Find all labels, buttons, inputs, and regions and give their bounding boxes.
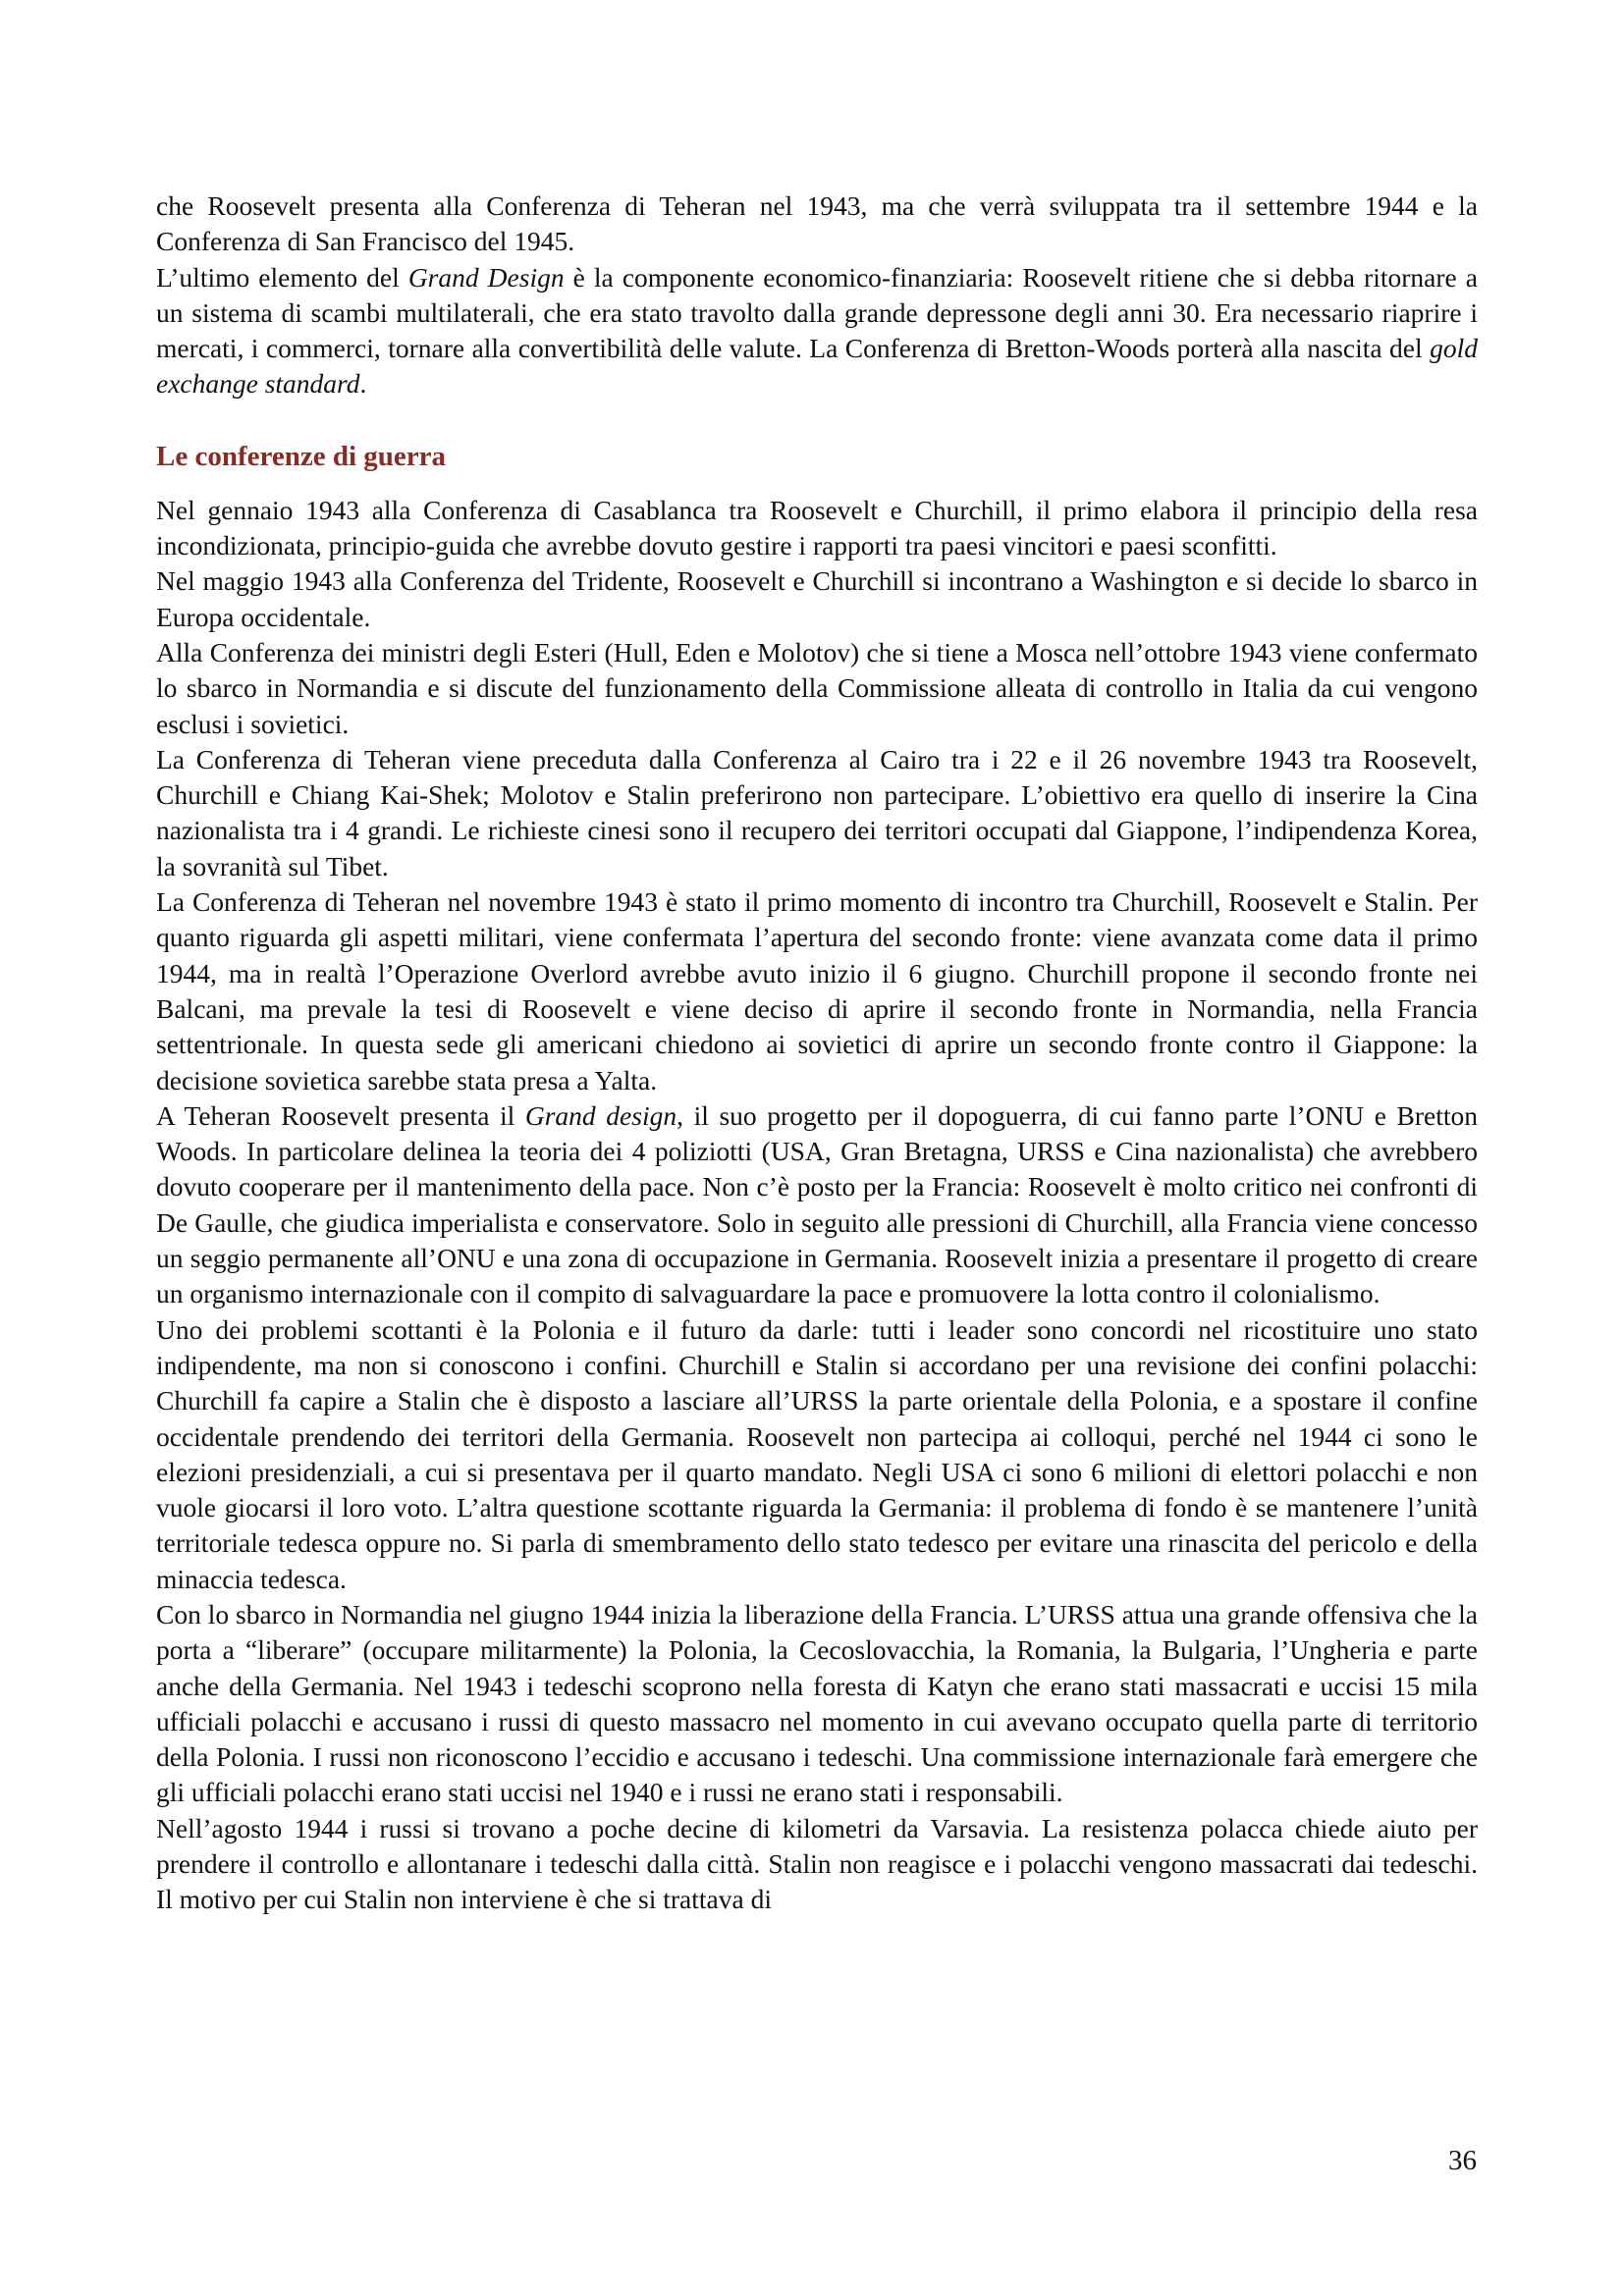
section-paragraph-6 bbox=[156, 1098, 1478, 1312]
section-heading: Le conferenze di guerra bbox=[156, 440, 447, 472]
section-paragraph-9: Nell’agosto 1944 i russi si trovano a poche decine di kilometri da Varsavia. La resistenza polacca chiede aiuto per prendere il controllo e allontanare i tedeschi dalla città. Stalin non reagisce e i polacchi vengono massacrati dai tedeschi. Il motivo per cui Stalin non interviene è che si trattava di bbox=[156, 1812, 1478, 1915]
gold-exchange-standard-term: gold exchange standard bbox=[156, 333, 1478, 400]
intro-paragraph-2 bbox=[156, 260, 1478, 402]
intro-paragraph-1: che Roosevelt presenta alla Conferenza di Teheran nel 1943, ma che verrà sviluppata tra il settembre 1944 e la Conferenza di San Francisco del 1945. bbox=[156, 190, 1478, 257]
intro-paragraph-2-end: . bbox=[359, 368, 367, 400]
section-paragraph-7: Uno dei problemi scottanti è la Polonia e il futuro da darle: tutti i leader sono concordi nel ricostituire uno stato indipendente, ma non si conoscono i confini. Churchill e Stalin si accordano per una revisione dei confini polacchi: Churchill fa capire a Stalin che è disposto a lasciare all’URSS la parte orientale della Polonia, e a spostare il confine occidentale prendendo dei territori della Germania. Roosevelt non partecipa ai colloqui, perché nel 1944 ci sono le elezioni presidenziali, a cui si presentava per il quarto mandato. Negli USA ci sono 6 milioni di elettori polacchi e non vuole giocarsi il loro voto. L’altra questione scottante riguarda la Germania: il problema di fondo è se mantenere l’unità territoriale tedesca oppure no. Si parla di smembramento dello stato tedesco per evitare una rinascita del pericolo e della minaccia tedesca. bbox=[156, 1313, 1478, 1594]
intro-paragraph-2-text-b: è la componente economico-finanziaria: Roosevelt ritiene che si debba ritornare a un sistema di scambi multilaterali, che era stato travolto dalla grande depressone degli anni 30. Era necessario riaprire i mercati, i commerci, tornare alla convertibilità delle valute. La Conferenza di Bretton-Woods porterà alla nascita del bbox=[156, 261, 1478, 364]
section-paragraph-4: La Conferenza di Teheran viene preceduta dalla Conferenza al Cairo tra i 22 e il 26 novembre 1943 tra Roosevelt, Churchill e Chiang Kai-Shek; Molotov e Stalin preferirono non partecipare. L’obiettivo era quello di inserire la Cina nazionalista tra i 4 grandi. Le richieste cinesi sono il recupero dei territori occupati dal Giappone, l’indipendenza Korea, la sovranità sul Tibet. bbox=[156, 743, 1478, 881]
page-number: 36 bbox=[1448, 2145, 1477, 2176]
section-paragraph-5: La Conferenza di Teheran nel novembre 1943 è stato il primo momento di incontro tra Churchill, Roosevelt e Stalin. Per quanto riguarda gli aspetti militari, viene confermata l’apertura del secondo fronte: viene avanzata come data il primo 1944, ma in realtà l’Operazione Overlord avrebbe avuto inizio il 6 giugno. Churchill propone il secondo fronte nei Balcani, ma prevale la tesi di Roosevelt e viene deciso di aprire il secondo fronte in Normandia, nella Francia settentrionale. In questa sede gli americani chiedono ai sovietici di aprire un secondo fronte contro il Giappone: la decisione sovietica sarebbe stata presa a Yalta. bbox=[156, 886, 1478, 1095]
section-paragraph-6-text-a: A Teheran Roosevelt presenta il bbox=[156, 1099, 525, 1131]
page-body bbox=[156, 188, 1478, 1918]
section-paragraph-8: Con lo sbarco in Normandia nel giugno 1944 inizia la liberazione della Francia. L’URSS attua una grande offensiva che la porta a “liberare” (occupare militarmente) la Polonia, la Cecoslovacchia, la Romania, la Bulgaria, l’Ungheria e parte anche della Germania. Nel 1943 i tedeschi scoprono nella foresta di Katyn che erano stati massacrati e uccisi 15 mila ufficiali polacchi e accusano i russi di questo massacro nel momento in cui avevano occupato quella parte di territorio della Polonia. I russi non riconoscono l’eccidio e accusano i tedeschi. Una commissione internazionale farà emergere che gli ufficiali polacchi erano stati uccisi nel 1940 e i russi ne erano stati i responsabili. bbox=[156, 1598, 1478, 1808]
section-paragraph-3: Alla Conferenza dei ministri degli Esteri (Hull, Eden e Molotov) che si tiene a Mosca nell’ottobre 1943 viene confermato lo sbarco in Normandia e si discute del funzionamento della Commissione alleata di controllo in Italia da cui vengono esclusi i sovietici. bbox=[156, 636, 1478, 739]
grand-design-term: Grand Design bbox=[407, 261, 565, 293]
intro-paragraph-2-text-a: L’ultimo elemento del bbox=[156, 261, 408, 293]
section-paragraph-6-text-b: , il suo progetto per il dopoguerra, di cui fanno parte l’ONU e Bretton Woods. In particolare delinea la teoria dei 4 poliziotti (USA, Gran Bretagna, URSS e Cina nazionalista) che avrebbero dovuto cooperare per il mantenimento della pace. Non c’è posto per la Francia: Roosevelt è molto critico nei confronti di De Gaulle, che giudica imperialista e conservatore. Solo in seguito alle pressioni di Churchill, alla Francia viene concesso un seggio permanente all’ONU e una zona di occupazione in Germania. Roosevelt inizia a presentare il progetto di creare un organismo internazionale con il compito di salvaguardare la pace e promuovere la lotta contro il colonialismo. bbox=[156, 1099, 1478, 1309]
grand-design-term-2: Grand design bbox=[524, 1099, 677, 1131]
section-paragraph-1: Nel gennaio 1943 alla Conferenza di Casablanca tra Roosevelt e Churchill, il primo elabora il principio della resa incondizionata, principio-guida che avrebbe dovuto gestire i rapporti tra paesi vincitori e paesi sconfitti. bbox=[156, 494, 1478, 561]
section-paragraph-2: Nel maggio 1943 alla Conferenza del Tridente, Roosevelt e Churchill si incontrano a Washington e si decide lo sbarco in Europa occidentale. bbox=[156, 565, 1478, 632]
